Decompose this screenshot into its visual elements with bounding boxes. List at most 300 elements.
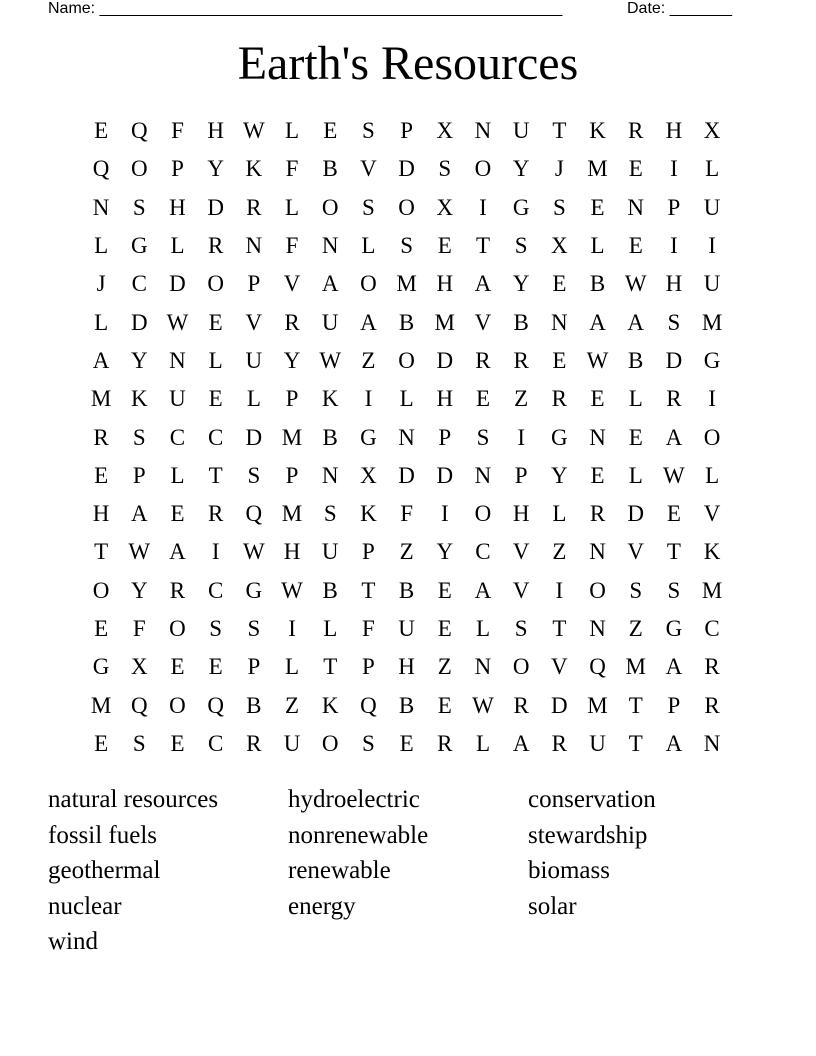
grid-letter: E [94, 616, 109, 641]
grid-letter: Y [283, 347, 301, 373]
word-list-item: energy [288, 892, 356, 920]
word-list-item: natural resources [48, 786, 219, 813]
grid-letter: S [667, 577, 681, 603]
grid-row [82, 725, 731, 763]
grid-row [82, 303, 731, 341]
grid-letter: R [551, 386, 568, 412]
grid-letter: Z [514, 386, 529, 412]
grid-row [82, 610, 731, 648]
grid-letter: N [245, 233, 263, 259]
grid-letter: R [589, 501, 606, 527]
grid-letter: P [667, 692, 681, 718]
grid-letter: E [94, 730, 109, 756]
grid-letter: H [207, 118, 224, 144]
grid-letter: S [476, 424, 490, 450]
grid-letter: N [589, 616, 606, 641]
grid-letter: D [169, 271, 186, 297]
grid-letter: T [323, 654, 338, 680]
grid-letter: F [171, 118, 184, 144]
grid-letter: M [90, 386, 112, 412]
grid-letter: E [170, 654, 185, 680]
grid-letter: Q [92, 156, 110, 182]
grid-letter: W [242, 539, 265, 565]
grid-letter: H [283, 539, 301, 565]
grid-letter: N [321, 233, 339, 259]
word-list-item: nuclear [48, 892, 122, 920]
grid-letter: M [434, 309, 455, 335]
grid-letter: I [555, 577, 564, 603]
grid-letter: S [362, 194, 375, 220]
grid-letter: H [436, 271, 454, 297]
grid-letter: V [627, 539, 645, 565]
grid-row [82, 648, 731, 686]
grid-letter: T [552, 118, 567, 144]
grid-row [82, 686, 731, 724]
grid-letter: A [321, 271, 339, 297]
word-list-item: conservation [528, 786, 656, 813]
grid-letter: D [245, 424, 263, 450]
grid-letter: K [130, 386, 148, 412]
grid-letter: F [400, 501, 413, 527]
grid-letter: R [513, 347, 529, 373]
grid-letter: Z [399, 539, 414, 565]
grid-letter: M [90, 692, 112, 718]
grid-letter: C [475, 539, 491, 565]
grid-letter: D [665, 347, 683, 373]
grid-letter: N [474, 654, 492, 680]
grid-letter: M [701, 309, 723, 335]
grid-letter: S [514, 233, 528, 259]
grid-letter: U [321, 539, 339, 565]
grid-letter: M [587, 692, 608, 718]
grid-letter: O [474, 501, 492, 527]
grid-letter: T [208, 462, 223, 488]
grid-letter: O [703, 424, 721, 450]
word-column [528, 782, 768, 924]
grid-letter: S [667, 309, 681, 335]
grid-letter: N [474, 462, 492, 488]
grid-letter: E [170, 730, 185, 756]
grid-letter: Q [360, 692, 377, 718]
grid-letter: I [211, 539, 220, 565]
grid-letter: Y [436, 539, 454, 565]
grid-letter: O [589, 577, 606, 603]
grid-letter: Z [628, 616, 643, 641]
grid-letter: G [551, 424, 568, 450]
grid-letter: I [288, 616, 296, 641]
grid-letter: L [94, 233, 109, 259]
word-column [48, 782, 288, 960]
grid-letter: N [398, 424, 415, 450]
grid-letter: V [551, 654, 568, 680]
grid-letter: Q [130, 692, 148, 718]
grid-letter: U [703, 271, 721, 297]
grid-letter: A [474, 577, 492, 603]
grid-letter: H [512, 501, 530, 527]
grid-letter: O [398, 194, 415, 220]
grid-letter: N [589, 539, 606, 565]
grid-letter: H [665, 271, 683, 297]
grid-letter: R [628, 118, 644, 144]
word-list-item: hydroelectric [288, 786, 420, 813]
grid-row [82, 457, 731, 495]
grid-letter: L [628, 462, 643, 488]
grid-letter: K [589, 118, 606, 144]
grid-letter: X [703, 118, 721, 144]
grid-letter: F [285, 233, 299, 259]
grid-letter: U [589, 730, 606, 756]
grid-letter: L [590, 233, 605, 259]
grid-letter: P [247, 271, 261, 297]
grid-letter: Y [551, 462, 568, 488]
grid-letter: P [438, 424, 452, 450]
grid-letter: I [670, 156, 678, 182]
grid-letter: D [207, 194, 224, 220]
grid-letter: U [245, 347, 263, 373]
grid-letter: S [209, 616, 223, 641]
grid-letter: X [130, 654, 148, 680]
grid-letter: L [170, 462, 185, 488]
grid-row [82, 189, 731, 227]
grid-letter: E [208, 654, 223, 680]
grid-row [82, 150, 731, 188]
grid-letter: E [94, 462, 109, 488]
grid-row [82, 572, 731, 610]
grid-letter: O [169, 616, 186, 641]
grid-letter: W [319, 347, 342, 373]
grid-letter: A [665, 730, 683, 756]
grid-letter: T [628, 730, 643, 756]
grid-letter: E [628, 156, 643, 182]
grid-letter: A [130, 501, 148, 527]
grid-letter: S [514, 616, 528, 641]
grid-letter: I [440, 501, 449, 527]
grid-letter: F [285, 156, 299, 182]
grid-letter: V [360, 156, 377, 182]
grid-letter: G [130, 233, 148, 259]
grid-letter: L [628, 386, 643, 412]
grid-letter: W [128, 539, 151, 565]
grid-letter: R [246, 730, 262, 756]
letter-grid [82, 112, 731, 763]
grid-letter: S [438, 156, 452, 182]
grid-letter: W [472, 692, 494, 718]
grid-letter: P [362, 654, 375, 680]
grid-letter: H [665, 118, 683, 144]
grid-letter: U [398, 616, 415, 641]
grid-letter: X [360, 462, 377, 488]
grid-letter: Y [512, 156, 530, 182]
grid-letter: E [437, 233, 452, 259]
grid-letter: P [285, 386, 299, 412]
grid-letter: N [627, 194, 645, 220]
grid-letter: G [665, 616, 683, 641]
grid-letter: E [552, 271, 567, 297]
grid-letter: H [436, 386, 454, 412]
grid-letter: E [437, 616, 452, 641]
grid-letter: S [132, 424, 146, 450]
grid-letter: D [398, 462, 415, 488]
grid-letter: E [208, 386, 223, 412]
grid-letter: R [551, 730, 568, 756]
grid-letter: Z [285, 692, 300, 718]
grid-letter: E [590, 194, 605, 220]
grid-letter: U [169, 386, 186, 412]
grid-letter: A [360, 309, 377, 335]
grid-letter: E [590, 386, 605, 412]
grid-letter: E [208, 309, 223, 335]
grid-letter: A [512, 730, 530, 756]
grid-letter: G [92, 654, 110, 680]
grid-letter: E [552, 347, 567, 373]
grid-letter: D [627, 501, 645, 527]
grid-letter: T [475, 233, 490, 259]
grid-letter: Y [130, 577, 148, 603]
grid-letter: E [590, 462, 605, 488]
grid-letter: M [281, 424, 303, 450]
grid-letter: P [514, 462, 528, 488]
grid-letter: O [360, 271, 377, 297]
grid-letter: V [474, 309, 492, 335]
grid-letter: O [130, 156, 148, 182]
grid-letter: N [92, 194, 110, 220]
grid-letter: C [207, 424, 224, 450]
grid-letter: A [665, 654, 683, 680]
grid-letter: F [132, 616, 146, 641]
grid-letter: U [703, 194, 721, 220]
grid-letter: R [207, 233, 224, 259]
header-line [48, 0, 748, 20]
grid-letter: E [323, 118, 338, 144]
grid-letter: Q [245, 501, 263, 527]
grid-letter: U [512, 118, 530, 144]
grid-letter: M [625, 654, 646, 680]
grid-letter: X [551, 233, 568, 259]
grid-letter: R [704, 692, 720, 718]
grid-letter: T [552, 616, 567, 641]
grid-letter: N [321, 462, 339, 488]
grid-letter: P [667, 194, 681, 220]
grid-letter: U [321, 309, 339, 335]
grid-row [82, 380, 731, 418]
grid-row [82, 418, 731, 456]
grid-letter: G [245, 577, 263, 603]
grid-letter: E [94, 118, 109, 144]
grid-letter: P [247, 654, 261, 680]
grid-letter: A [169, 539, 186, 565]
grid-letter: K [245, 156, 263, 182]
grid-letter: E [170, 501, 185, 527]
grid-letter: W [281, 577, 303, 603]
grid-letter: G [703, 347, 721, 373]
grid-letter: B [322, 156, 338, 182]
grid-row [82, 342, 731, 380]
grid-letter: S [629, 577, 643, 603]
grid-letter: K [360, 501, 377, 527]
grid-row [82, 533, 731, 571]
grid-letter: K [321, 386, 339, 412]
grid-letter: E [475, 386, 490, 412]
grid-letter: S [400, 233, 413, 259]
grid-letter: C [169, 424, 186, 450]
grid-letter: M [587, 156, 608, 182]
name-field-label: Name: ____________________________________________________ [48, 0, 563, 17]
grid-letter: B [398, 577, 415, 603]
word-list-item: solar [528, 892, 577, 920]
grid-letter: I [517, 424, 525, 450]
grid-letter: A [92, 347, 110, 373]
grid-letter: B [322, 577, 338, 603]
grid-letter: N [474, 118, 492, 144]
grid-letter: R [666, 386, 682, 412]
grid-letter: S [362, 730, 375, 756]
grid-letter: N [703, 730, 721, 756]
grid-letter: S [247, 462, 261, 488]
grid-letter: W [242, 118, 265, 144]
word-column [288, 782, 528, 924]
grid-letter: C [207, 730, 224, 756]
grid-letter: R [207, 501, 224, 527]
word-list-item: geothermal [48, 857, 161, 885]
grid-letter: S [132, 194, 146, 220]
grid-letter: S [323, 501, 337, 527]
grid-letter: M [281, 501, 303, 527]
grid-letter: L [705, 462, 720, 488]
grid-letter: A [589, 309, 606, 335]
grid-letter: K [321, 692, 339, 718]
grid-letter: W [663, 462, 685, 488]
grid-letter: L [399, 386, 414, 412]
grid-letter: W [586, 347, 609, 373]
grid-letter: L [705, 156, 720, 182]
grid-letter: O [207, 271, 224, 297]
word-list-item: fossil fuels [48, 821, 158, 849]
grid-letter: N [551, 309, 568, 335]
grid-letter: L [246, 386, 261, 412]
grid-letter: S [362, 118, 375, 144]
grid-letter: E [437, 692, 452, 718]
grid-letter: I [479, 194, 487, 220]
grid-letter: H [92, 501, 110, 527]
grid-letter: O [321, 194, 339, 220]
grid-letter: L [285, 118, 300, 144]
grid-letter: B [398, 309, 415, 335]
grid-letter: A [474, 271, 492, 297]
grid-letter: B [628, 347, 644, 373]
grid-letter: R [475, 347, 491, 373]
grid-letter: Y [207, 156, 224, 182]
grid-letter: R [284, 309, 300, 335]
grid-letter: O [92, 577, 110, 603]
grid-letter: O [512, 654, 530, 680]
grid-letter: Z [437, 654, 452, 680]
grid-letter: B [589, 271, 606, 297]
grid-row [82, 495, 731, 533]
grid-letter: L [361, 233, 376, 259]
grid-letter: D [436, 347, 454, 373]
grid-letter: R [513, 692, 529, 718]
grid-letter: R [93, 424, 109, 450]
grid-letter: T [628, 692, 643, 718]
grid-letter: L [323, 616, 338, 641]
grid-row [82, 265, 731, 303]
grid-letter: L [94, 309, 109, 335]
grid-letter: P [132, 462, 146, 488]
page-title: Earth's Resources [237, 37, 579, 90]
grid-letter: R [246, 194, 262, 220]
grid-letter: A [665, 424, 683, 450]
grid-letter: E [628, 233, 643, 259]
word-list-item: renewable [288, 857, 391, 885]
grid-letter: E [399, 730, 414, 756]
grid-letter: D [436, 462, 454, 488]
grid-letter: L [475, 616, 490, 641]
grid-letter: V [283, 271, 301, 297]
grid-letter: F [362, 616, 375, 641]
grid-letter: X [436, 194, 454, 220]
grid-letter: T [94, 539, 109, 565]
grid-letter: P [362, 539, 375, 565]
grid-letter: V [512, 577, 530, 603]
grid-letter: R [169, 577, 186, 603]
grid-letter: O [398, 347, 415, 373]
word-list-item: biomass [528, 857, 610, 885]
grid-letter: L [208, 347, 223, 373]
grid-letter: R [704, 654, 720, 680]
grid-letter: M [396, 271, 417, 297]
grid-letter: B [246, 692, 262, 718]
grid-letter: H [169, 194, 186, 220]
grid-letter: H [398, 654, 415, 680]
grid-letter: S [132, 730, 146, 756]
word-list-item: nonrenewable [288, 821, 429, 849]
grid-letter: E [628, 424, 643, 450]
grid-letter: L [285, 654, 300, 680]
grid-letter: Q [589, 654, 606, 680]
grid-letter: S [247, 616, 261, 641]
grid-letter: T [361, 577, 376, 603]
grid-letter: T [666, 539, 681, 565]
grid-letter: C [704, 616, 720, 641]
word-list-item: wind [48, 928, 98, 956]
grid-letter: K [703, 539, 721, 565]
grid-letter: Q [207, 692, 224, 718]
grid-letter: J [554, 156, 564, 182]
grid-letter: L [285, 194, 300, 220]
grid-letter: P [171, 156, 184, 182]
grid-letter: C [131, 271, 147, 297]
grid-letter: O [321, 730, 339, 756]
grid-letter: G [360, 424, 377, 450]
grid-letter: G [512, 194, 530, 220]
grid-letter: B [398, 692, 415, 718]
grid-letter: O [474, 156, 492, 182]
grid-letter: L [170, 233, 185, 259]
grid-letter: P [400, 118, 413, 144]
date-field-label: Date: _______ [627, 0, 732, 17]
grid-letter: E [437, 577, 452, 603]
grid-letter: B [513, 309, 529, 335]
grid-letter: L [552, 501, 567, 527]
grid-letter: A [627, 309, 645, 335]
grid-letter: U [283, 730, 301, 756]
grid-letter: R [437, 730, 453, 756]
grid-letter: Z [552, 539, 567, 565]
grid-letter: J [96, 271, 106, 297]
grid-letter: W [166, 309, 189, 335]
word-list-item: stewardship [528, 821, 648, 849]
grid-letter: B [322, 424, 338, 450]
